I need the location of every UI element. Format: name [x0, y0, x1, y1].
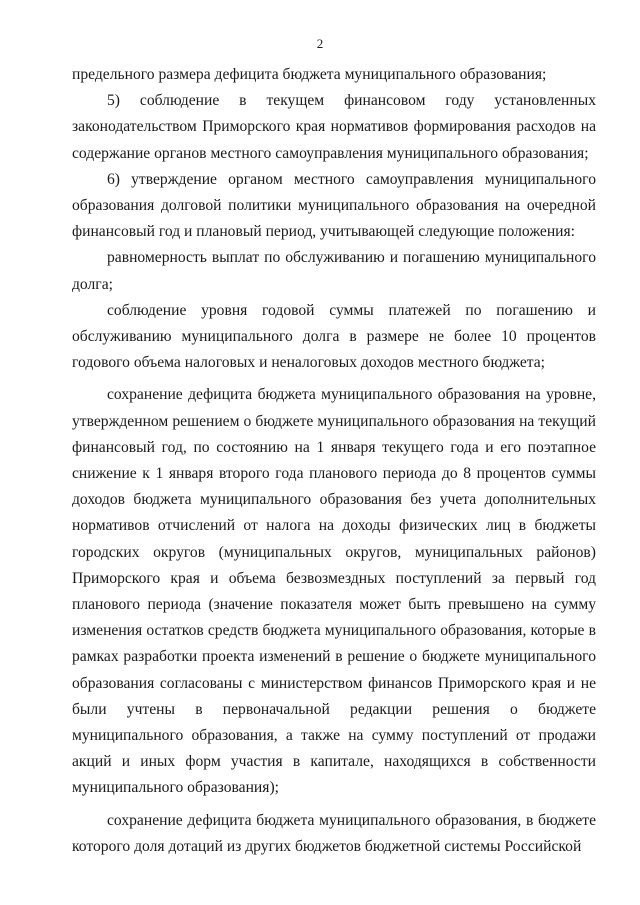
paragraph-item-6: 6) утверждение органом местного самоуправления муниципального образования долговой политики муниципального образования на очередной финансовый год и плановый период, учитывающей следующие положения: — [72, 170, 596, 241]
paragraph-deficit-subsidies: сохранение дефицита бюджета муниципального образования, в бюджете которого доля дотаций из других бюджетов бюджетной системы Российской — [72, 811, 596, 855]
paragraph-continuation: предельного размера дефицита бюджета муниципального образования; — [72, 66, 547, 83]
paragraph-item-5: 5) соблюдение в текущем финансовом году установленных законодательством Приморского края нормативов формирования расходов на содержание органов местного самоуправления муниципального образования; — [72, 92, 596, 162]
paragraph-debt-payments: равномерность выплат по обслуживанию и погашению муниципального долга; — [72, 249, 596, 293]
page-number: 2 — [316, 36, 324, 51]
paragraph-annual-payments: соблюдение уровня годовой суммы платежей по погашению и обслуживанию муниципального долга в размере не более 10 процентов годового объема налоговых и неналоговых доходов местного бюджета; — [72, 301, 596, 372]
paragraph-deficit-level: сохранение дефицита бюджета муниципального образования на уровне, утвержденном решением о бюджете муниципального образования на текущий финансовый год, по состоянию на 1 января текущего года и его поэтапное снижение к 1 января второго года планового периода до 8 процентов суммы доходов бюджета муниципального образования без учета дополнительных нормативов отчислений от налога на доходы физических лиц в бюджеты городских округов (муниципальных округов, муниципальных районов) Приморского края и объема безвозмездных поступлений за первый год планового периода (значение показателя может быть превышено на сумму изменения остатков средств бюджета муниципального образования, которые в рамках разработки проекта изменений в решение о бюджете муниципального образования согласованы с министерством финансов Приморского края и не были учтены в первоначальной редакции решения о бюджете муниципального образования, а также на сумму поступлений от продажи акций и иных форм участия в капитале, находящихся в собственности муниципального образования); — [72, 386, 596, 797]
document-body — [72, 62, 596, 860]
